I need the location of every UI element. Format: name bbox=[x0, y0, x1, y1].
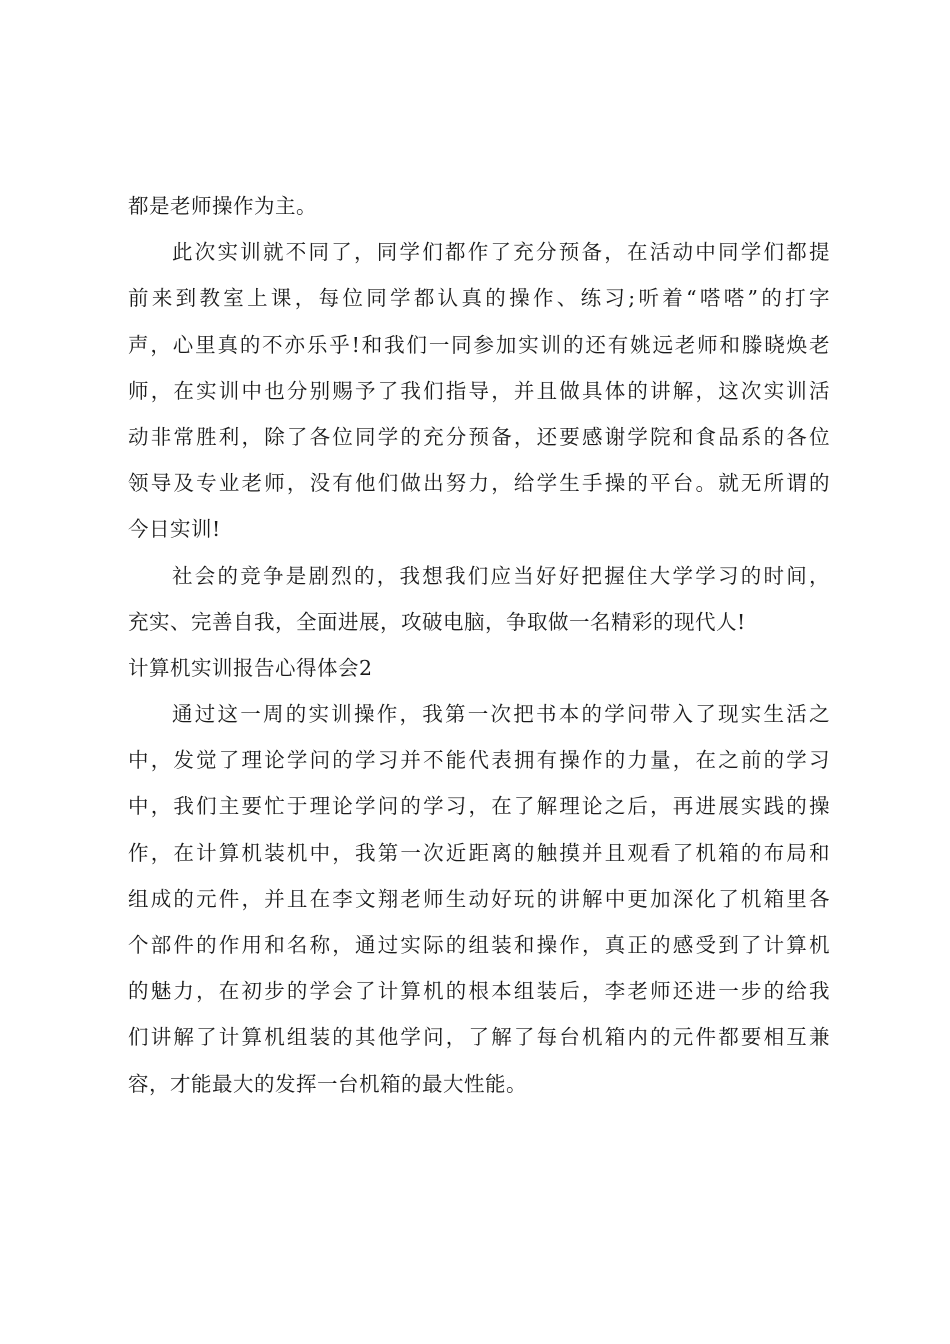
body-text-line: 前来到教室上课，每位同学都认真的操作、练习;听着“嗒嗒”的打字 bbox=[128, 286, 830, 311]
body-text-line: 中，发觉了理论学问的学习并不能代表拥有操作的力量，在之前的学习 bbox=[128, 748, 830, 773]
body-text-line: 领导及专业老师，没有他们做出努力，给学生手操的平台。就无所谓的 bbox=[128, 471, 830, 496]
body-text-line: 们讲解了计算机组装的其他学问，了解了每台机箱内的元件都要相互兼 bbox=[128, 1025, 830, 1050]
body-text-line: 此次实训就不同了，同学们都作了充分预备，在活动中同学们都提 bbox=[172, 240, 830, 265]
body-text-line: 的魅力，在初步的学会了计算机的根本组装后，李老师还进一步的给我 bbox=[128, 979, 830, 1004]
body-text-line: 通过这一周的实训操作，我第一次把书本的学问带入了现实生活之 bbox=[172, 702, 830, 727]
body-text-line: 师，在实训中也分别赐予了我们指导，并且做具体的讲解，这次实训活 bbox=[128, 378, 830, 403]
body-text-line: 充实、完善自我，全面进展，攻破电脑，争取做一名精彩的现代人! bbox=[128, 609, 746, 634]
body-text-line: 中，我们主要忙于理论学问的学习，在了解理论之后，再进展实践的操 bbox=[128, 794, 830, 819]
body-text-line: 作，在计算机装机中，我第一次近距离的触摸并且观看了机箱的布局和 bbox=[128, 840, 830, 865]
body-text-line: 今日实训! bbox=[128, 517, 221, 542]
body-text-line: 动非常胜利，除了各位同学的充分预备，还要感谢学院和食品系的各位 bbox=[128, 424, 830, 449]
section-heading: 计算机实训报告心得体会2 bbox=[128, 655, 373, 680]
body-text-line: 个部件的作用和名称，通过实际的组装和操作，真正的感受到了计算机 bbox=[128, 933, 830, 957]
document-body bbox=[128, 183, 830, 1107]
body-text-line: 社会的竞争是剧烈的，我想我们应当好好把握住大学学习的时间， bbox=[172, 563, 830, 588]
body-text-line: 容，才能最大的发挥一台机箱的最大性能。 bbox=[128, 1071, 527, 1096]
body-text-line: 声，心里真的不亦乐乎!和我们一同参加实训的还有姚远老师和滕晓焕老 bbox=[128, 332, 830, 357]
body-text-line: 组成的元件，并且在李文翔老师生动好玩的讲解中更加深化了机箱里各 bbox=[128, 886, 830, 911]
body-text-line: 都是老师操作为主。 bbox=[128, 194, 317, 218]
